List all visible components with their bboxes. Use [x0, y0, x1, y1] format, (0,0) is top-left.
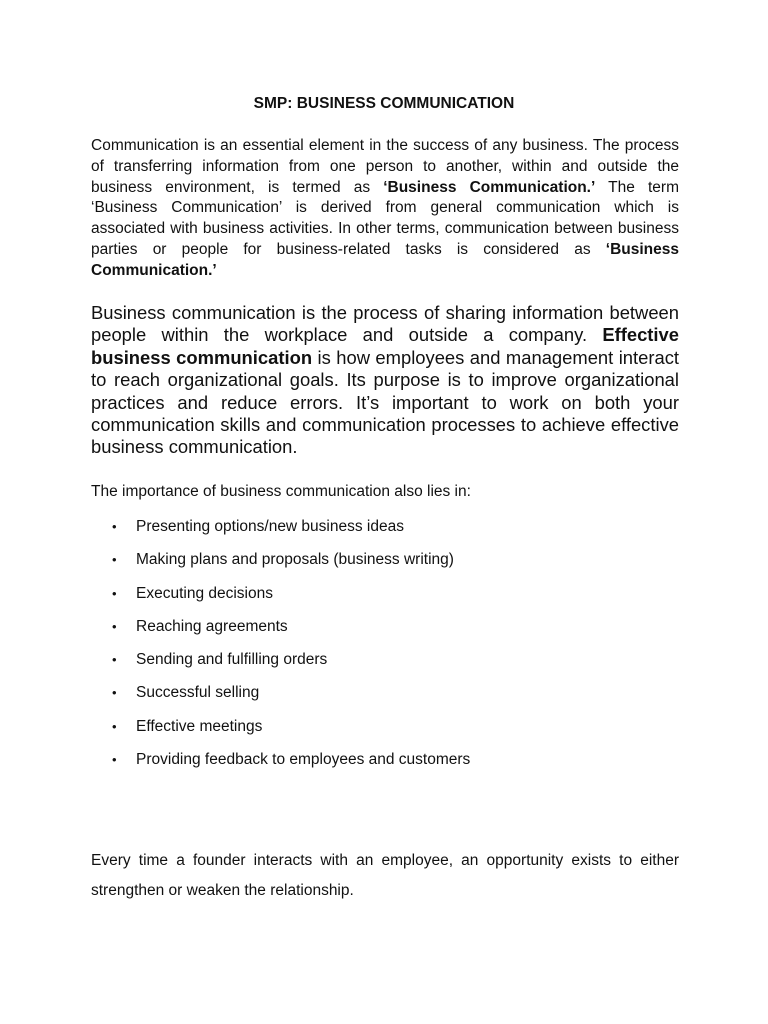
paragraph-text: The term ‘Business Communication’ is derived from general communication which is associated with business activities. In other terms, communication between business parties or people for business-related tasks is considered as [91, 178, 679, 258]
bullet-icon: • [112, 718, 117, 734]
paragraph-text: Business communication is the process of sharing information between people within the workplace and outside a company. [91, 302, 679, 346]
list-item [91, 683, 679, 716]
bullet-icon: • [112, 552, 117, 568]
list-item-text: Executing decisions [136, 584, 273, 602]
list-item [91, 584, 679, 617]
paragraph-text: is how employees and management interact to reach organizational goals. Its purpose is to improve organizational practices and reduce errors. It’s important to work on both your communication skills and communication processes to achieve effective business communication. [91, 346, 680, 458]
bullet-icon: • [112, 752, 117, 768]
list-item [91, 717, 679, 750]
list-item-text: Effective meetings [136, 717, 263, 735]
importance-list [91, 517, 679, 783]
list-item-text: Sending and fulfilling orders [136, 651, 328, 669]
bold-term: ‘Business Communication.’ [91, 240, 679, 279]
list-item-text: Presenting options/new business ideas [136, 518, 404, 535]
bullet-icon: • [112, 519, 117, 534]
list-item [91, 617, 679, 650]
bullet-icon: • [112, 652, 117, 668]
list-item [91, 550, 679, 583]
list-item-text: Reaching agreements [136, 617, 288, 635]
paragraph-definition [91, 136, 679, 282]
paragraph-text: Communication is an essential element in the success of any business. The process of transferring information from one person to another, within and outside the business environment, is termed as [91, 137, 679, 196]
list-item-text: Making plans and proposals (business writing) [136, 551, 454, 569]
list-item [91, 517, 679, 550]
importance-intro: The importance of business communication also lies in: [91, 483, 471, 500]
document-title: SMP: BUSINESS COMMUNICATION [253, 95, 515, 112]
bold-term: ‘Business Communication.’ [383, 178, 596, 196]
list-item-text: Successful selling [136, 684, 260, 702]
bullet-icon: • [112, 618, 117, 634]
list-item-text: Providing feedback to employees and customers [136, 751, 471, 769]
bold-term: Effective business communication [91, 324, 679, 368]
paragraph-founder: Every time a founder interacts with an employee, an opportunity exists to either strengthen or weaken the relationship. [91, 852, 679, 899]
list-item [91, 750, 679, 783]
bullet-icon: • [112, 685, 117, 701]
paragraph-process [91, 302, 679, 459]
list-item [91, 650, 679, 683]
bullet-icon: • [112, 585, 117, 601]
